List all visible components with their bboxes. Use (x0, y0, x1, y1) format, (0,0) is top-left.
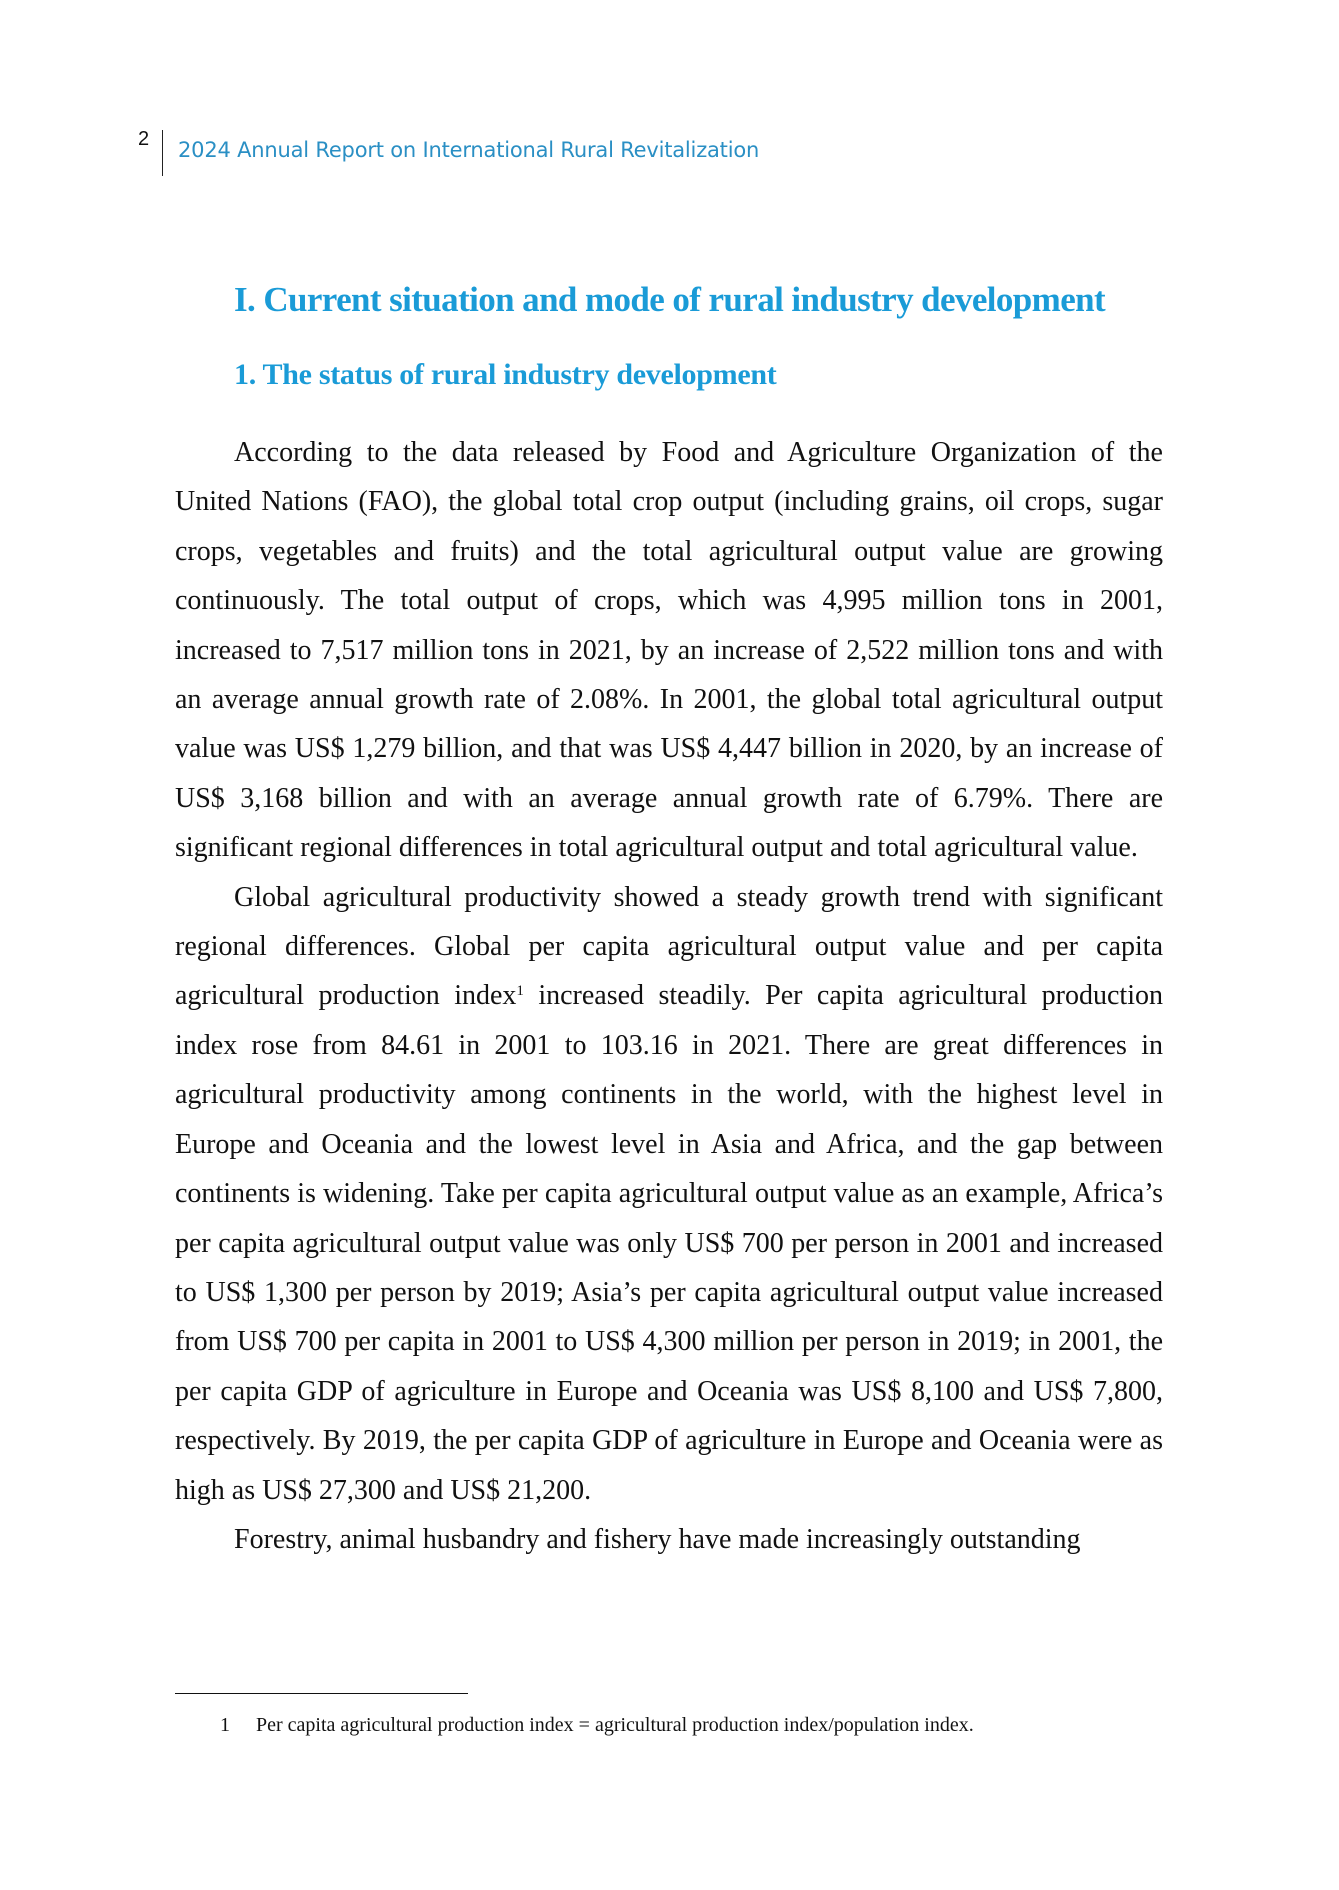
running-title: 2024 Annual Report on International Rural Revitalization (178, 138, 760, 162)
footnote-reference[interactable]: 1 (516, 983, 524, 1000)
body-text (175, 428, 1163, 1564)
header-divider (162, 130, 163, 176)
subsection-heading: 1. The status of rural industry development (234, 358, 777, 391)
footnote-number: 1 (220, 1714, 230, 1736)
paragraph-crop-output: According to the data released by Food and Agriculture Organization of the United Nations (FAO), the global total crop output (including grains, oil crops, sugar crops, vegetables and fruits) and the total agricultural output value are growing continuously. The total output of crops, which was 4,995 million tons in 2001, increased to 7,517 million tons in 2021, by an increase of 2,522 million tons and with an average annual growth rate of 2.08%. In 2001, the global total agricultural output value was US$ 1,279 billion, and that was US$ 4,447 billion in 2020, by an increase of US$ 3,168 billion and with an average annual growth rate of 6.79%. There are significant regional differences in total agricultural output and total agricultural value. (175, 437, 1163, 864)
paragraph-text: Global agricultural productivity showed a steady growth trend with significant regional differences. Global per capita agricultural output value and per capita agricultural production index (175, 881, 1163, 1012)
page-number: 2 (138, 128, 150, 150)
footnote (220, 1714, 974, 1737)
footnote-text: Per capita agricultural production index = agricultural production index/population index. (256, 1714, 974, 1736)
paragraph-text: increased steadily. Per capita agricultural production index rose from 84.61 in 2001 to 103.16 in 2021. There are great differences in agricultural productivity among continents in the world, with the highest level in Europe and Oceania and the lowest level in Asia and Africa, and the gap between continents is widening. Take per capita agricultural output value as an example, Africa’s per capita agricultural output value was only US$ 700 per person in 2001 and increased to US$ 1,300 per person by 2019; Asia’s per capita agricultural output value increased from US$ 700 per capita in 2001 to US$ 4,300 million per person in 2019; in 2001, the per capita GDP of agriculture in Europe and Oceania was US$ 8,100 and US$ 7,800, respectively. By 2019, the per capita GDP of agriculture in Europe and Oceania were as high as US$ 27,300 and US$ 21,200. (175, 980, 1163, 1506)
paragraph-productivity (175, 873, 1163, 1515)
paragraph-forestry: Forestry, animal husbandry and fishery have made increasingly outstanding (234, 1523, 1081, 1555)
footnote-divider (175, 1693, 468, 1694)
section-heading: I. Current situation and mode of rural industry development (234, 280, 1106, 319)
